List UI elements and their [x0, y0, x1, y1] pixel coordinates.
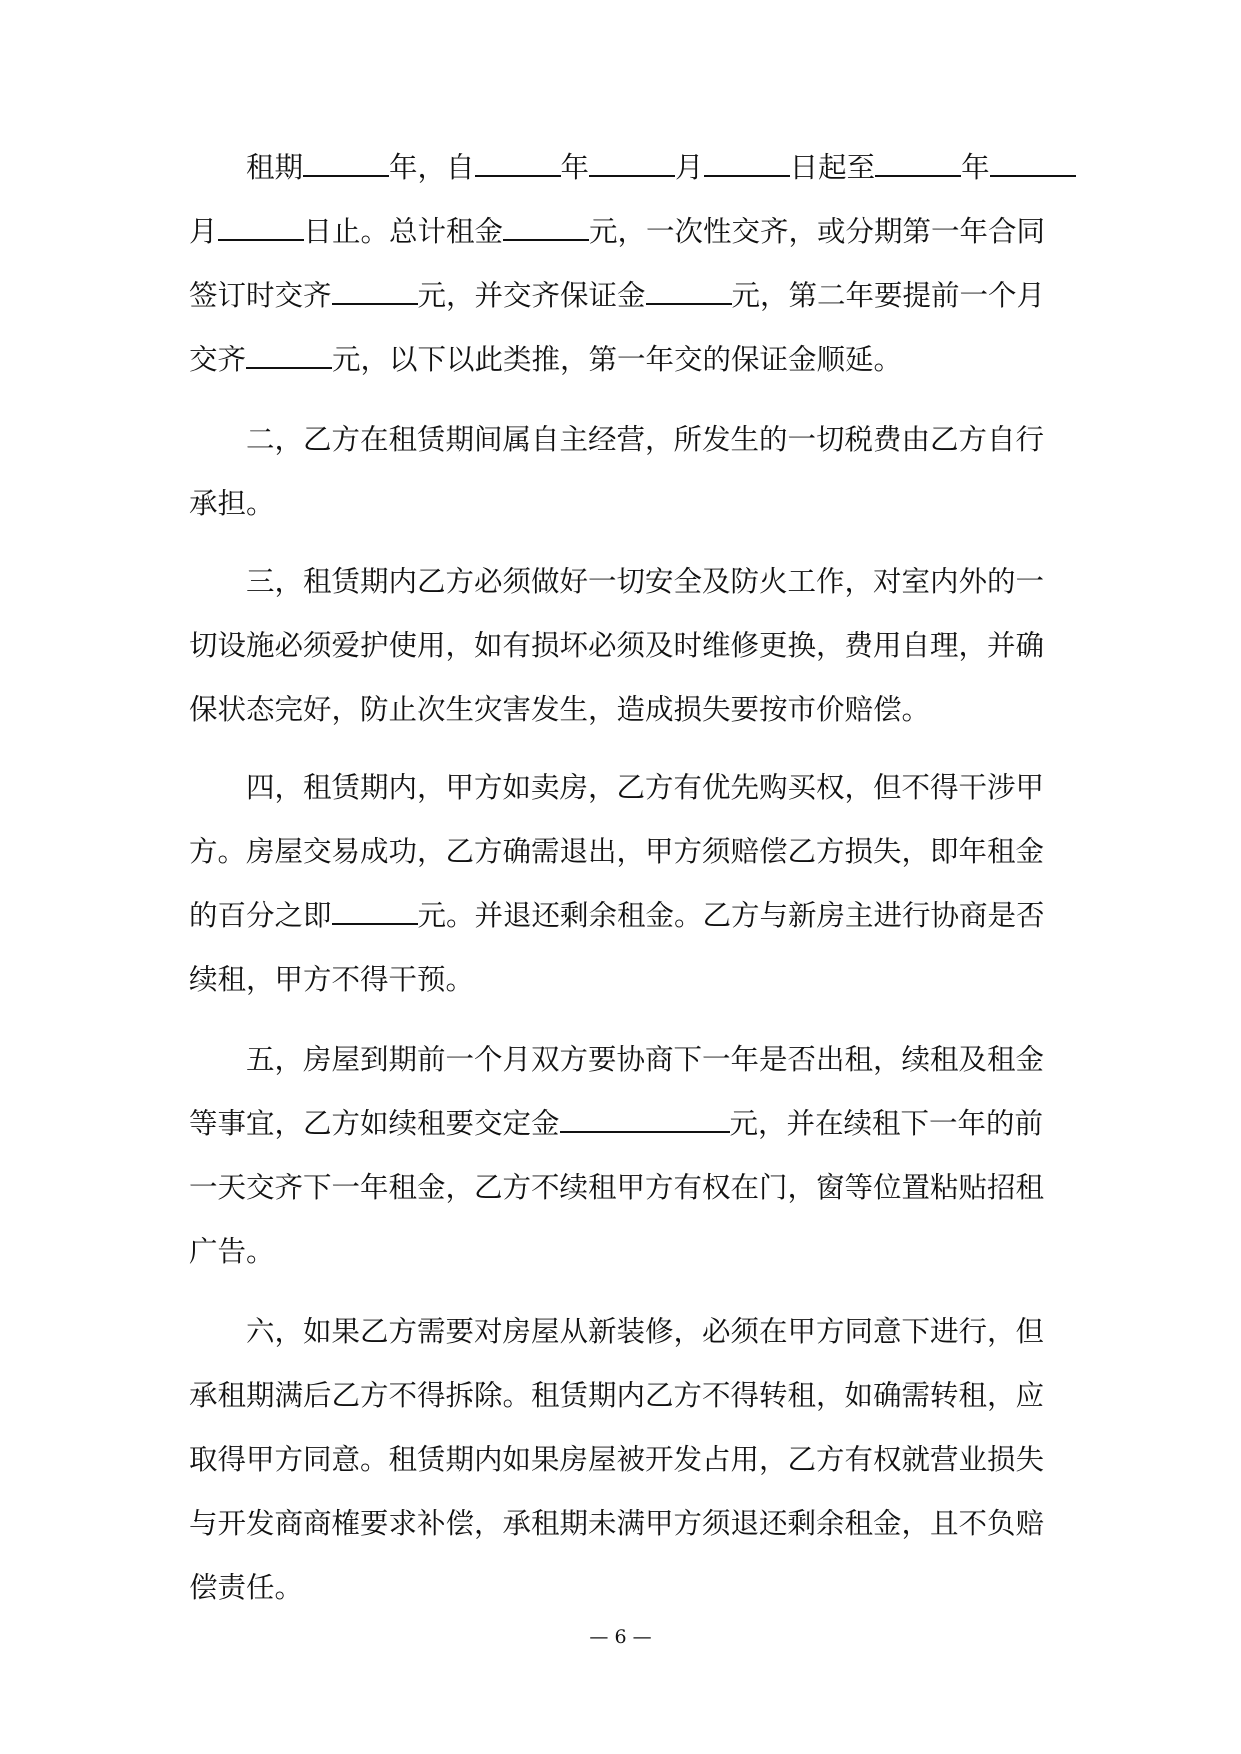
text-line [189, 472, 1069, 536]
text-line [189, 1492, 1069, 1556]
text-run: 交齐 [189, 343, 247, 376]
text-run: 的百分之即 [189, 899, 332, 932]
fill-blank [303, 145, 389, 177]
text-run: 日起至 [789, 151, 876, 184]
fill-blank [704, 145, 790, 177]
text-run: 偿责任。 [189, 1571, 304, 1604]
text-run: 月 [189, 215, 218, 248]
text-run: 二，乙方在租赁期间属自主经营，所发生的一切税费由乙方自行 [246, 423, 1045, 456]
text-run: 四，租赁期内，甲方如卖房，乙方有优先购买权，但不得干涉甲 [246, 771, 1045, 804]
text-line [189, 678, 1069, 742]
text-run: 广告。 [189, 1235, 275, 1268]
clause-three-line [246, 550, 1069, 614]
text-line [189, 820, 1069, 884]
text-run: 元，一次性交齐，或分期第一年合同 [589, 215, 1046, 248]
text-run: 元，第二年要提前一个月 [731, 279, 1046, 312]
text-line [189, 884, 1069, 948]
text-run: 承租期满后乙方不得拆除。租赁期内乙方不得转租，如确需转租，应 [189, 1379, 1045, 1412]
text-run: 签订时交齐 [189, 279, 332, 312]
text-run: 方。房屋交易成功，乙方确需退出，甲方须赔偿乙方损失，即年租金 [189, 835, 1045, 868]
text-run: 三，租赁期内乙方必须做好一切安全及防火工作，对室内外的一 [246, 565, 1045, 598]
text-run: 元，并在续租下一年的前 [729, 1107, 1044, 1140]
text-line [189, 1092, 1069, 1156]
text-line [189, 328, 1069, 392]
text-run: 元，并交齐保证金 [417, 279, 646, 312]
text-run: 月 [675, 151, 704, 184]
text-run: 续租，甲方不得干预。 [189, 963, 475, 996]
text-run: 切设施必须爱护使用，如有损坏必须及时维修更换，费用自理，并确 [189, 629, 1045, 662]
fill-blank [589, 145, 675, 177]
text-run: 六，如果乙方需要对房屋从新装修，必须在甲方同意下进行，但 [246, 1315, 1045, 1348]
text-run: 年，自 [389, 151, 475, 184]
text-line [189, 614, 1069, 678]
text-line [189, 264, 1069, 328]
fill-blank [875, 145, 961, 177]
text-run: 承担。 [189, 487, 275, 520]
fill-blank [990, 145, 1076, 177]
page-number: — 6 — [589, 1626, 652, 1648]
text-line [189, 1220, 1069, 1284]
fill-blank [332, 893, 418, 925]
text-line [189, 1156, 1069, 1220]
text-run: 年 [961, 151, 990, 184]
text-line [246, 136, 1069, 200]
text-line [189, 948, 1069, 1012]
text-line [189, 200, 1069, 264]
fill-blank [503, 209, 589, 241]
text-line [189, 1428, 1069, 1492]
fill-blank [646, 273, 732, 305]
text-line [189, 1556, 1069, 1620]
fill-blank [332, 273, 418, 305]
text-run: 元。并退还剩余租金。乙方与新房主进行协商是否 [417, 899, 1045, 932]
fill-blank [560, 1101, 730, 1133]
text-run: 元，以下以此类推，第一年交的保证金顺延。 [332, 343, 903, 376]
clause-five-line [246, 1028, 1069, 1092]
text-run: 日止。总计租金 [303, 215, 504, 248]
clause-two-line [246, 408, 1069, 472]
text-line [189, 1364, 1069, 1428]
text-run: 取得甲方同意。租赁期内如果房屋被开发占用，乙方有权就营业损失 [189, 1443, 1045, 1476]
fill-blank [246, 337, 332, 369]
text-run: 五，房屋到期前一个月双方要协商下一年是否出租，续租及租金 [246, 1043, 1045, 1076]
text-run: 租期 [246, 151, 304, 184]
text-run: 一天交齐下一年租金，乙方不续租甲方有权在门，窗等位置粘贴招租 [189, 1171, 1045, 1204]
text-run: 年 [560, 151, 590, 184]
text-run: 等事宜，乙方如续租要交定金 [189, 1107, 560, 1140]
clause-four-line [246, 756, 1069, 820]
fill-blank [218, 209, 304, 241]
fill-blank [475, 145, 561, 177]
clause-six-line [246, 1300, 1069, 1364]
text-run: 与开发商商榷要求补偿，承租期未满甲方须退还剩余租金，且不负赔 [189, 1507, 1045, 1540]
text-run: 保状态完好，防止次生灾害发生，造成损失要按市价赔偿。 [189, 693, 931, 726]
